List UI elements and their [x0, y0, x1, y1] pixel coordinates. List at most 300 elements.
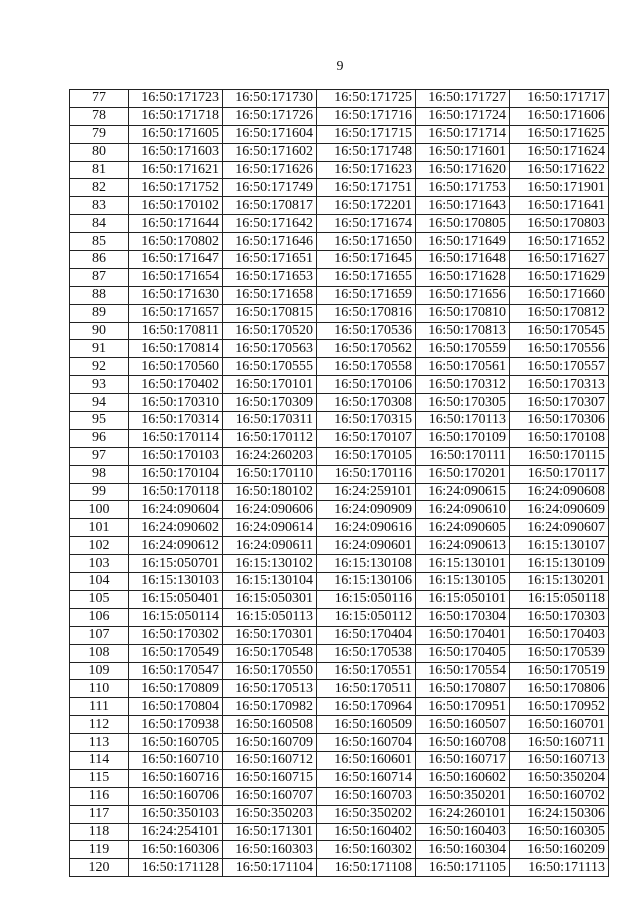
cadastral-number-cell: 16:15:130107	[510, 537, 609, 555]
cadastral-number-cell: 16:50:170814	[129, 340, 223, 358]
row-number-cell: 109	[70, 662, 129, 680]
row-number-cell: 88	[70, 286, 129, 304]
cadastral-number-cell: 16:50:170315	[317, 412, 416, 430]
cadastral-number-cell: 16:50:170538	[317, 644, 416, 662]
row-number-cell: 89	[70, 304, 129, 322]
cadastral-number-cell: 16:24:260203	[223, 447, 317, 465]
cadastral-number-cell: 16:24:090612	[129, 537, 223, 555]
cadastral-number-cell: 16:50:171620	[416, 161, 510, 179]
cadastral-number-cell: 16:50:171128	[129, 859, 223, 877]
table-row	[70, 251, 609, 269]
row-number-cell: 92	[70, 358, 129, 376]
cadastral-number-cell: 16:50:171726	[223, 107, 317, 125]
row-number-cell: 95	[70, 412, 129, 430]
row-number-cell: 82	[70, 179, 129, 197]
cadastral-number-cell: 16:24:090615	[416, 483, 510, 501]
table-row	[70, 680, 609, 698]
cadastral-number-cell: 16:50:170550	[223, 662, 317, 680]
cadastral-number-cell: 16:50:160507	[416, 716, 510, 734]
cadastral-number-cell: 16:50:160704	[317, 734, 416, 752]
cadastral-number-cell: 16:50:170114	[129, 429, 223, 447]
cadastral-number-cell: 16:50:171605	[129, 125, 223, 143]
cadastral-number-cell: 16:50:170519	[510, 662, 609, 680]
cadastral-number-cell: 16:24:090613	[416, 537, 510, 555]
cadastral-number-cell: 16:50:170811	[129, 322, 223, 340]
cadastral-number-cell: 16:50:170313	[510, 376, 609, 394]
cadastral-number-cell: 16:24:259101	[317, 483, 416, 501]
cadastral-number-cell: 16:50:170101	[223, 376, 317, 394]
table-row	[70, 555, 609, 573]
cadastral-number-cell: 16:50:171622	[510, 161, 609, 179]
cadastral-number-cell: 16:50:170817	[223, 197, 317, 215]
cadastral-number-cell: 16:50:171655	[317, 268, 416, 286]
cadastral-number-cell: 16:50:171730	[223, 90, 317, 108]
cadastral-number-cell: 16:50:160702	[510, 787, 609, 805]
cadastral-number-cell: 16:50:171752	[129, 179, 223, 197]
cadastral-number-cell: 16:50:160714	[317, 769, 416, 787]
cadastral-number-cell: 16:50:170551	[317, 662, 416, 680]
cadastral-number-cell: 16:50:170809	[129, 680, 223, 698]
cadastral-number-cell: 16:50:170308	[317, 394, 416, 412]
cadastral-number-cell: 16:50:160703	[317, 787, 416, 805]
row-number-cell: 90	[70, 322, 129, 340]
cadastral-number-cell: 16:50:171105	[416, 859, 510, 877]
cadastral-number-cell: 16:50:170982	[223, 698, 317, 716]
cadastral-number-cell: 16:50:350203	[223, 805, 317, 823]
cadastral-number-cell: 16:50:170106	[317, 376, 416, 394]
cadastral-number-cell: 16:50:170559	[416, 340, 510, 358]
cadastral-number-cell: 16:24:090605	[416, 519, 510, 537]
cadastral-number-cell: 16:50:170812	[510, 304, 609, 322]
table-row	[70, 644, 609, 662]
table-row	[70, 161, 609, 179]
cadastral-number-cell: 16:50:170314	[129, 412, 223, 430]
table-row	[70, 662, 609, 680]
cadastral-number-cell: 16:50:160709	[223, 734, 317, 752]
row-number-cell: 119	[70, 841, 129, 859]
table-row	[70, 215, 609, 233]
cadastral-number-cell: 16:50:170309	[223, 394, 317, 412]
row-number-cell: 106	[70, 608, 129, 626]
row-number-cell: 84	[70, 215, 129, 233]
row-number-cell: 110	[70, 680, 129, 698]
row-number-cell: 81	[70, 161, 129, 179]
cadastral-number-cell: 16:50:160717	[416, 751, 510, 769]
cadastral-number-cell: 16:50:350202	[317, 805, 416, 823]
cadastral-number-cell: 16:50:171645	[317, 251, 416, 269]
cadastral-number-cell: 16:50:170104	[129, 465, 223, 483]
cadastral-number-cell: 16:50:170951	[416, 698, 510, 716]
table-row	[70, 716, 609, 734]
table-row	[70, 483, 609, 501]
cadastral-number-cell: 16:50:160601	[317, 751, 416, 769]
cadastral-number-cell: 16:50:170305	[416, 394, 510, 412]
cadastral-number-cell: 16:50:171724	[416, 107, 510, 125]
cadastral-number-cell: 16:50:171641	[510, 197, 609, 215]
cadastral-number-cell: 16:50:170549	[129, 644, 223, 662]
cadastral-number-cell: 16:50:170536	[317, 322, 416, 340]
cadastral-number-cell: 16:50:170815	[223, 304, 317, 322]
cadastral-number-cell: 16:15:130104	[223, 573, 317, 591]
row-number-cell: 105	[70, 590, 129, 608]
row-number-cell: 87	[70, 268, 129, 286]
cadastral-number-cell: 16:50:171651	[223, 251, 317, 269]
cadastral-number-cell: 16:50:171621	[129, 161, 223, 179]
cadastral-number-cell: 16:50:170561	[416, 358, 510, 376]
cadastral-number-cell: 16:15:050101	[416, 590, 510, 608]
table-row	[70, 429, 609, 447]
table-row	[70, 125, 609, 143]
cadastral-number-cell: 16:15:050114	[129, 608, 223, 626]
cadastral-number-cell: 16:24:090909	[317, 501, 416, 519]
table-row	[70, 859, 609, 877]
cadastral-number-cell: 16:24:090614	[223, 519, 317, 537]
row-number-cell: 115	[70, 769, 129, 787]
cadastral-number-cell: 16:50:170310	[129, 394, 223, 412]
cadastral-number-cell: 16:15:130105	[416, 573, 510, 591]
cadastral-number-cell: 16:15:050118	[510, 590, 609, 608]
cadastral-number-cell: 16:50:170547	[129, 662, 223, 680]
table-row	[70, 412, 609, 430]
cadastral-number-cell: 16:50:170401	[416, 626, 510, 644]
cadastral-number-cell: 16:50:171647	[129, 251, 223, 269]
table-row	[70, 590, 609, 608]
cadastral-number-cell: 16:50:160701	[510, 716, 609, 734]
cadastral-number-cell: 16:50:171657	[129, 304, 223, 322]
cadastral-number-cell: 16:50:160707	[223, 787, 317, 805]
cadastral-number-cell: 16:50:170545	[510, 322, 609, 340]
cadastral-number-cell: 16:50:170102	[129, 197, 223, 215]
cadastral-number-cell: 16:50:170563	[223, 340, 317, 358]
table-row	[70, 376, 609, 394]
cadastral-number-cell: 16:50:170804	[129, 698, 223, 716]
cadastral-number-cell: 16:50:170404	[317, 626, 416, 644]
cadastral-number-cell: 16:50:160402	[317, 823, 416, 841]
row-number-cell: 100	[70, 501, 129, 519]
cadastral-number-cell: 16:24:090616	[317, 519, 416, 537]
cadastral-number-cell: 16:50:171104	[223, 859, 317, 877]
cadastral-number-cell: 16:50:160306	[129, 841, 223, 859]
row-number-cell: 101	[70, 519, 129, 537]
page-number: 9	[336, 59, 344, 74]
cadastral-number-cell: 16:50:170539	[510, 644, 609, 662]
cadastral-number-cell: 16:50:160706	[129, 787, 223, 805]
row-number-cell: 102	[70, 537, 129, 555]
cadastral-number-cell: 16:50:170803	[510, 215, 609, 233]
row-number-cell: 113	[70, 734, 129, 752]
cadastral-number-cell: 16:50:171656	[416, 286, 510, 304]
table-row	[70, 734, 609, 752]
cadastral-number-cell: 16:50:170806	[510, 680, 609, 698]
cadastral-number-cell: 16:50:180102	[223, 483, 317, 501]
cadastral-number-cell: 16:50:171630	[129, 286, 223, 304]
table-row	[70, 268, 609, 286]
cadastral-number-cell: 16:50:170311	[223, 412, 317, 430]
cadastral-number-cell: 16:50:171601	[416, 143, 510, 161]
cadastral-number-cell: 16:50:170807	[416, 680, 510, 698]
cadastral-number-cell: 16:50:350103	[129, 805, 223, 823]
cadastral-number-cell: 16:50:171725	[317, 90, 416, 108]
cadastral-number-cell: 16:50:170513	[223, 680, 317, 698]
table-row	[70, 537, 609, 555]
table-row	[70, 841, 609, 859]
row-number-cell: 78	[70, 107, 129, 125]
cadastral-number-cell: 16:24:090601	[317, 537, 416, 555]
row-number-cell: 111	[70, 698, 129, 716]
row-number-cell: 91	[70, 340, 129, 358]
cadastral-number-cell: 16:24:260101	[416, 805, 510, 823]
cadastral-number-cell: 16:24:090610	[416, 501, 510, 519]
table-row	[70, 358, 609, 376]
table-row	[70, 626, 609, 644]
cadastral-number-cell: 16:50:171901	[510, 179, 609, 197]
cadastral-number-cell: 16:50:171649	[416, 233, 510, 251]
cadastral-number-cell: 16:50:170511	[317, 680, 416, 698]
cadastral-number-cell: 16:50:170802	[129, 233, 223, 251]
cadastral-number-cell: 16:50:171751	[317, 179, 416, 197]
cadastral-number-cell: 16:50:160403	[416, 823, 510, 841]
cadastral-number-cell: 16:50:170403	[510, 626, 609, 644]
cadastral-number-cell: 16:50:160303	[223, 841, 317, 859]
cadastral-number-cell: 16:50:160209	[510, 841, 609, 859]
cadastral-number-cell: 16:50:170805	[416, 215, 510, 233]
cadastral-number-cell: 16:50:171749	[223, 179, 317, 197]
cadastral-number-cell: 16:50:160713	[510, 751, 609, 769]
table-row	[70, 394, 609, 412]
cadastral-number-cell: 16:50:171626	[223, 161, 317, 179]
cadastral-number-cell: 16:50:170813	[416, 322, 510, 340]
table-row	[70, 179, 609, 197]
cadastral-number-cell: 16:24:090609	[510, 501, 609, 519]
row-number-cell: 79	[70, 125, 129, 143]
table-row	[70, 769, 609, 787]
cadastral-number-cell: 16:15:050113	[223, 608, 317, 626]
cadastral-number-cell: 16:50:160304	[416, 841, 510, 859]
cadastral-number-cell: 16:50:171674	[317, 215, 416, 233]
cadastral-number-cell: 16:50:170107	[317, 429, 416, 447]
cadastral-number-cell: 16:24:090608	[510, 483, 609, 501]
cadastral-number-cell: 16:50:171659	[317, 286, 416, 304]
cadastral-number-cell: 16:50:170108	[510, 429, 609, 447]
cadastral-number-cell: 16:50:170548	[223, 644, 317, 662]
cadastral-number-cell: 16:50:171625	[510, 125, 609, 143]
cadastral-number-cell: 16:50:170109	[416, 429, 510, 447]
table-row	[70, 322, 609, 340]
cadastral-number-cell: 16:50:160711	[510, 734, 609, 752]
cadastral-number-cell: 16:50:171716	[317, 107, 416, 125]
cadastral-number-cell: 16:50:160710	[129, 751, 223, 769]
cadastral-number-cell: 16:50:160602	[416, 769, 510, 787]
cadastral-number-cell: 16:15:050401	[129, 590, 223, 608]
cadastral-number-cell: 16:50:170118	[129, 483, 223, 501]
cadastral-number-cell: 16:50:171727	[416, 90, 510, 108]
cadastral-number-cell: 16:50:160712	[223, 751, 317, 769]
table-row	[70, 447, 609, 465]
row-number-cell: 98	[70, 465, 129, 483]
cadastral-number-cell: 16:50:170557	[510, 358, 609, 376]
cadastral-number-cell: 16:15:130102	[223, 555, 317, 573]
cadastral-number-cell: 16:50:171643	[416, 197, 510, 215]
cadastral-number-cell: 16:50:171753	[416, 179, 510, 197]
row-number-cell: 83	[70, 197, 129, 215]
row-number-cell: 93	[70, 376, 129, 394]
cadastral-number-cell: 16:50:171717	[510, 90, 609, 108]
cadastral-number-cell: 16:50:170115	[510, 447, 609, 465]
row-number-cell: 86	[70, 251, 129, 269]
row-number-cell: 120	[70, 859, 129, 877]
table-row	[70, 823, 609, 841]
cadastral-number-cell: 16:50:160716	[129, 769, 223, 787]
cadastral-number-cell: 16:50:170116	[317, 465, 416, 483]
row-number-cell: 107	[70, 626, 129, 644]
table-row	[70, 608, 609, 626]
cadastral-number-cell: 16:50:160715	[223, 769, 317, 787]
cadastral-number-cell: 16:15:130108	[317, 555, 416, 573]
table-row	[70, 519, 609, 537]
cadastral-number-cell: 16:50:160305	[510, 823, 609, 841]
row-number-cell: 94	[70, 394, 129, 412]
row-number-cell: 112	[70, 716, 129, 734]
cadastral-number-cell: 16:15:130109	[510, 555, 609, 573]
cadastral-number-cell: 16:50:170556	[510, 340, 609, 358]
cadastral-number-cell: 16:50:170555	[223, 358, 317, 376]
cadastral-number-cell: 16:50:171646	[223, 233, 317, 251]
cadastral-number-cell: 16:50:171658	[223, 286, 317, 304]
row-number-cell: 104	[70, 573, 129, 591]
cadastral-number-cell: 16:50:350201	[416, 787, 510, 805]
cadastral-number-cell: 16:50:170560	[129, 358, 223, 376]
cadastral-number-cell: 16:50:170402	[129, 376, 223, 394]
table-row	[70, 573, 609, 591]
cadastral-number-cell: 16:50:171108	[317, 859, 416, 877]
cadastral-number-cell: 16:24:254101	[129, 823, 223, 841]
cadastral-number-cell: 16:50:170562	[317, 340, 416, 358]
cadastral-number-cell: 16:50:171606	[510, 107, 609, 125]
cadastral-number-cell: 16:15:130103	[129, 573, 223, 591]
cadastral-number-cell: 16:50:170306	[510, 412, 609, 430]
cadastral-number-cell: 16:50:160708	[416, 734, 510, 752]
cadastral-number-cell: 16:50:170105	[317, 447, 416, 465]
row-number-cell: 80	[70, 143, 129, 161]
cadastral-number-cell: 16:50:160508	[223, 716, 317, 734]
cadastral-number-cell: 16:50:171628	[416, 268, 510, 286]
cadastral-number-cell: 16:50:171642	[223, 215, 317, 233]
cadastral-number-table	[69, 89, 609, 877]
table-row	[70, 751, 609, 769]
cadastral-number-cell: 16:50:170810	[416, 304, 510, 322]
cadastral-number-cell: 16:50:170964	[317, 698, 416, 716]
cadastral-number-cell: 16:50:171748	[317, 143, 416, 161]
table-row	[70, 197, 609, 215]
row-number-cell: 97	[70, 447, 129, 465]
row-number-cell: 118	[70, 823, 129, 841]
table-row	[70, 143, 609, 161]
table-row	[70, 304, 609, 322]
cadastral-number-cell: 16:15:130201	[510, 573, 609, 591]
cadastral-number-cell: 16:50:171644	[129, 215, 223, 233]
cadastral-number-cell: 16:24:150306	[510, 805, 609, 823]
cadastral-number-cell: 16:50:171652	[510, 233, 609, 251]
cadastral-number-cell: 16:50:170405	[416, 644, 510, 662]
cadastral-number-cell: 16:50:171604	[223, 125, 317, 143]
cadastral-number-cell: 16:50:171653	[223, 268, 317, 286]
table-row	[70, 698, 609, 716]
table-row	[70, 805, 609, 823]
cadastral-number-cell: 16:50:170103	[129, 447, 223, 465]
cadastral-number-cell: 16:50:171718	[129, 107, 223, 125]
cadastral-number-cell: 16:50:171715	[317, 125, 416, 143]
cadastral-number-cell: 16:50:170520	[223, 322, 317, 340]
cadastral-number-cell: 16:15:050116	[317, 590, 416, 608]
cadastral-number-cell: 16:50:170312	[416, 376, 510, 394]
cadastral-number-cell: 16:50:171723	[129, 90, 223, 108]
cadastral-number-cell: 16:50:171624	[510, 143, 609, 161]
cadastral-number-cell: 16:50:170301	[223, 626, 317, 644]
row-number-cell: 99	[70, 483, 129, 501]
cadastral-number-cell: 16:50:171714	[416, 125, 510, 143]
row-number-cell: 116	[70, 787, 129, 805]
cadastral-number-cell: 16:50:171629	[510, 268, 609, 286]
cadastral-number-cell: 16:15:050701	[129, 555, 223, 573]
table-row	[70, 787, 609, 805]
cadastral-number-cell: 16:50:171623	[317, 161, 416, 179]
cadastral-number-cell: 16:50:171650	[317, 233, 416, 251]
row-number-cell: 96	[70, 429, 129, 447]
cadastral-number-cell: 16:50:170117	[510, 465, 609, 483]
cadastral-number-cell: 16:50:170554	[416, 662, 510, 680]
row-number-cell: 77	[70, 90, 129, 108]
table-row	[70, 465, 609, 483]
cadastral-number-cell: 16:50:170201	[416, 465, 510, 483]
table-row	[70, 340, 609, 358]
cadastral-number-cell: 16:50:170307	[510, 394, 609, 412]
cadastral-number-cell: 16:50:171113	[510, 859, 609, 877]
cadastral-number-cell: 16:50:170816	[317, 304, 416, 322]
table-row	[70, 107, 609, 125]
cadastral-number-cell: 16:50:170113	[416, 412, 510, 430]
cadastral-number-cell: 16:24:090611	[223, 537, 317, 555]
cadastral-number-cell: 16:50:171660	[510, 286, 609, 304]
cadastral-number-cell: 16:24:090607	[510, 519, 609, 537]
cadastral-number-cell: 16:15:130106	[317, 573, 416, 591]
cadastral-number-cell: 16:50:160705	[129, 734, 223, 752]
cadastral-number-cell: 16:50:170304	[416, 608, 510, 626]
cadastral-number-cell: 16:50:170558	[317, 358, 416, 376]
row-number-cell: 114	[70, 751, 129, 769]
cadastral-number-cell: 16:50:171602	[223, 143, 317, 161]
cadastral-number-cell: 16:15:050301	[223, 590, 317, 608]
cadastral-number-cell: 16:50:171648	[416, 251, 510, 269]
cadastral-number-cell: 16:50:170952	[510, 698, 609, 716]
cadastral-number-cell: 16:50:170302	[129, 626, 223, 644]
row-number-cell: 117	[70, 805, 129, 823]
cadastral-number-cell: 16:24:090604	[129, 501, 223, 519]
cadastral-number-cell: 16:50:170938	[129, 716, 223, 734]
row-number-cell: 108	[70, 644, 129, 662]
cadastral-number-cell: 16:24:090602	[129, 519, 223, 537]
cadastral-number-cell: 16:50:170111	[416, 447, 510, 465]
table-row	[70, 286, 609, 304]
row-number-cell: 103	[70, 555, 129, 573]
cadastral-number-cell: 16:50:171654	[129, 268, 223, 286]
cadastral-number-cell: 16:50:172201	[317, 197, 416, 215]
cadastral-number-cell: 16:50:170112	[223, 429, 317, 447]
cadastral-number-cell: 16:50:171603	[129, 143, 223, 161]
cadastral-number-cell: 16:15:050112	[317, 608, 416, 626]
table-row	[70, 501, 609, 519]
table-row	[70, 90, 609, 108]
cadastral-number-cell: 16:24:090606	[223, 501, 317, 519]
